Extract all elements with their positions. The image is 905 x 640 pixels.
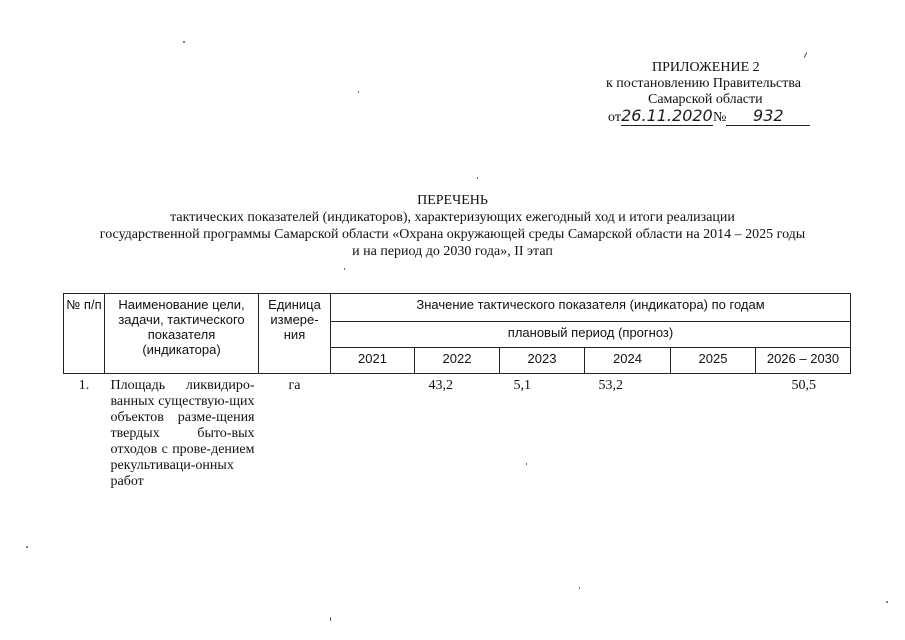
resolution-date-value: 26.11.2020 <box>621 106 713 125</box>
appendix-date-number-line <box>560 108 860 126</box>
appendix-resolution-line: к постановлению Правительства <box>606 76 802 91</box>
scan-speck <box>886 601 888 603</box>
appendix-region-line: Самарской области <box>648 92 763 107</box>
header-name: Наименование цели, задачи, тактического показателя (индикатора) <box>105 294 259 374</box>
row-value-2024: 53,2 <box>598 378 623 393</box>
header-year: 2025 <box>671 348 756 374</box>
appendix-title: ПРИЛОЖЕНИЕ 2 <box>652 60 760 75</box>
scan-speck <box>344 268 345 270</box>
resolution-number-value: 932 <box>753 106 784 125</box>
header-year: 2026 – 2030 <box>756 348 851 374</box>
scan-speck <box>358 91 359 93</box>
number-prefix: № <box>712 110 727 125</box>
scan-speck <box>804 52 807 58</box>
header-year: 2022 <box>415 348 500 374</box>
header-year: 2024 <box>585 348 671 374</box>
header-planned-period: плановый период (прогноз) <box>331 322 851 348</box>
date-prefix: от <box>608 110 621 125</box>
row-unit: га <box>288 378 301 393</box>
scan-speck <box>477 177 478 179</box>
scan-speck <box>26 546 28 548</box>
row-value-2021 <box>331 374 415 491</box>
table-row <box>64 374 851 491</box>
resolution-date <box>621 108 713 126</box>
document-heading <box>0 192 905 260</box>
header-year: 2023 <box>500 348 585 374</box>
row-indicator-name: Площадь ликвидиро-ванных существую-щих объектов разме-щения твердых быто-вых отходов с прове-дением рекультиваци-онных работ <box>110 378 255 489</box>
resolution-number <box>726 108 810 126</box>
document-title: ПЕРЕЧЕНЬ <box>417 193 488 208</box>
scan-speck <box>183 41 185 43</box>
indicators-table <box>63 293 851 490</box>
document-subtitle-line2: государственной программы Самарской области «Охрана окружающей среды Самарской области на 2014 – 2025 годы <box>99 227 806 242</box>
header-num: № п/п <box>64 294 105 374</box>
row-num: 1. <box>78 378 90 393</box>
row-value-2023: 5,1 <box>513 378 531 393</box>
scan-speck <box>330 617 331 621</box>
row-value-2022: 43,2 <box>428 378 453 393</box>
scan-speck <box>579 587 580 589</box>
header-values-by-year: Значение тактического показателя (индикатора) по годам <box>331 294 851 322</box>
row-value-2026-2030: 50,5 <box>791 378 816 393</box>
header-year: 2021 <box>331 348 415 374</box>
document-subtitle-line1: тактических показателей (индикаторов), характеризующих ежегодный ход и итоги реализации <box>170 210 735 225</box>
scan-speck <box>526 463 527 465</box>
header-unit: Единица измере-ния <box>259 294 331 374</box>
row-value-2025 <box>671 374 756 491</box>
document-subtitle-line3: и на период до 2030 года», II этап <box>352 244 553 259</box>
appendix-block <box>560 60 860 126</box>
